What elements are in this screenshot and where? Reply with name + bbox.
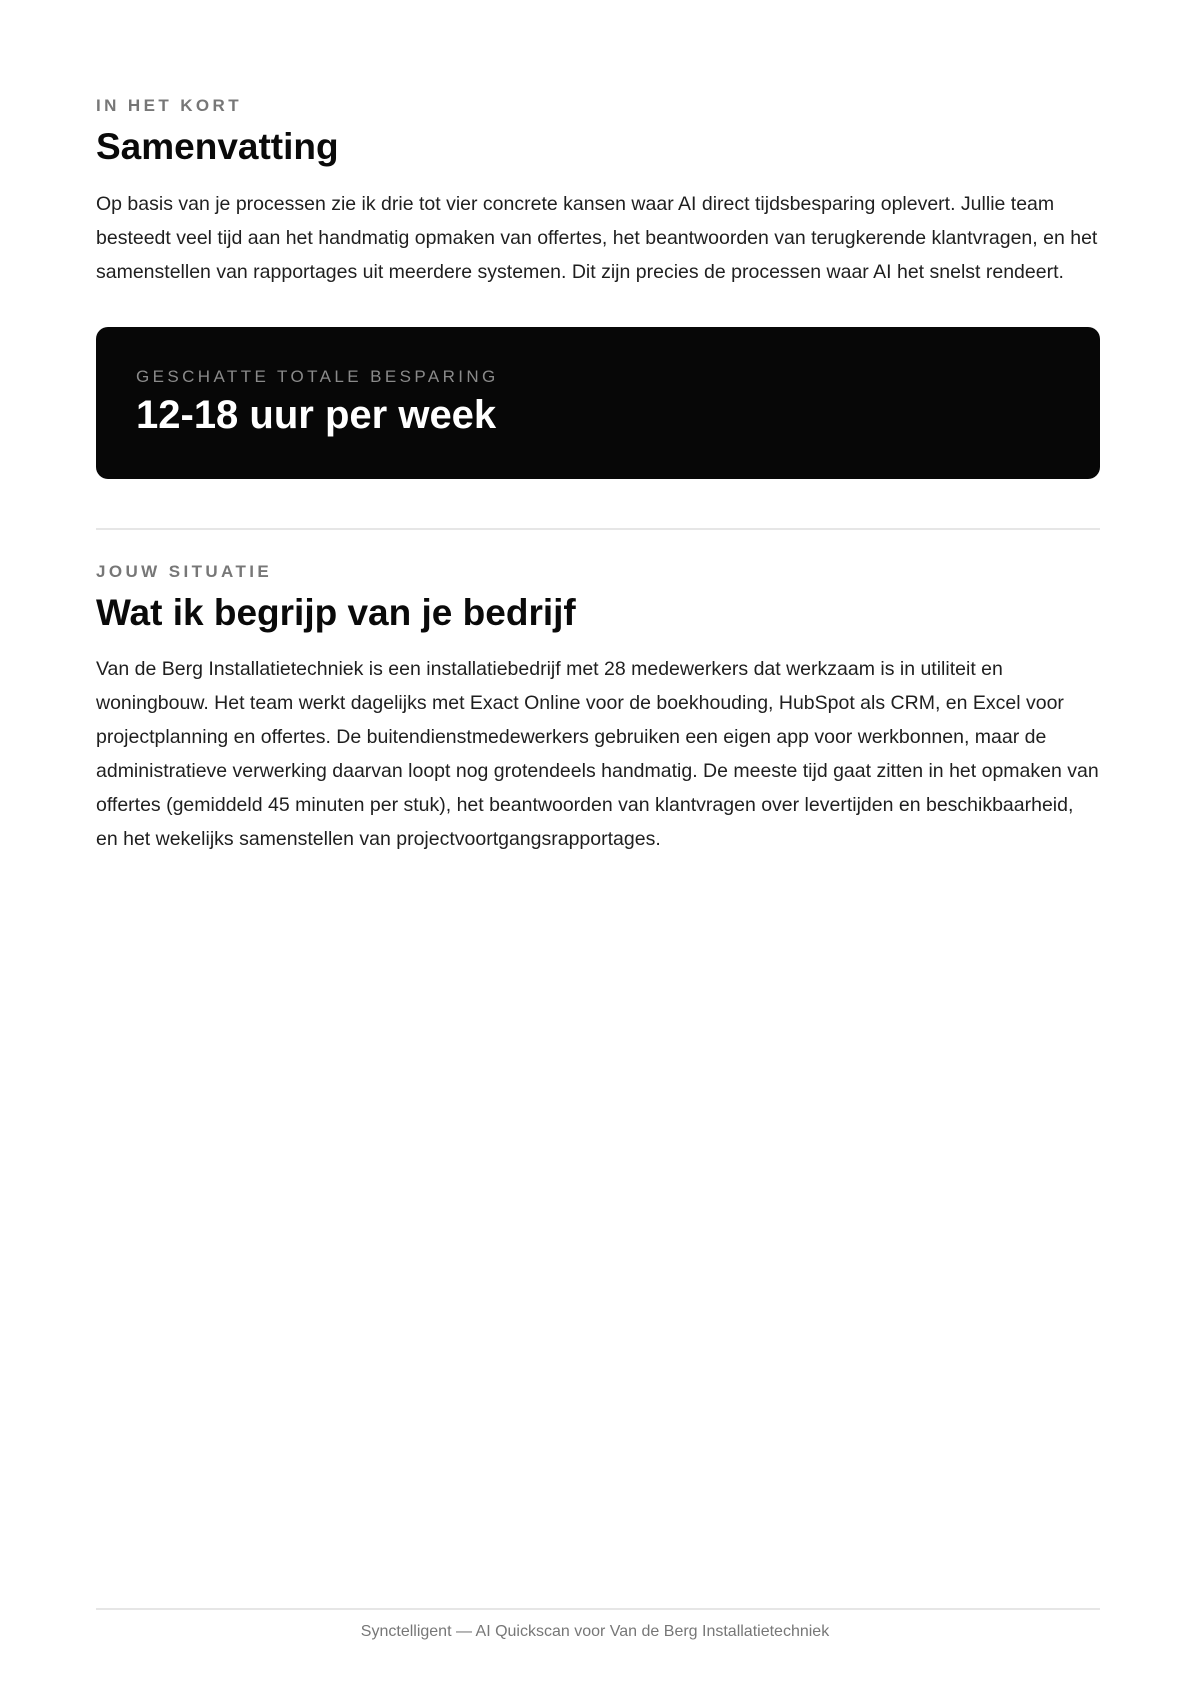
summary-body: Op basis van je processen zie ik drie tot vier concrete kansen waar AI direct tijdsbesparing oplevert. Jullie team besteedt veel tijd aan het handmatig opmaken van offertes, het beantwoorden van terugkerende klantvragen, en het samenstellen van rapportages uit meerdere systemen. Dit zijn precies de processen waar AI het snelst rendeert. xyxy=(96,193,1098,283)
savings-value: 12-18 uur per week xyxy=(136,393,497,437)
footer-text: Synctelligent — AI Quickscan voor Van de Berg Installatietechniek xyxy=(360,1623,830,1640)
section-divider xyxy=(96,528,1100,530)
footer-divider xyxy=(96,1608,1100,1610)
situation-eyebrow: JOUW SITUATIE xyxy=(96,562,273,581)
summary-eyebrow: IN HET KORT xyxy=(96,96,243,115)
summary-title: Samenvatting xyxy=(96,126,339,167)
savings-card xyxy=(96,327,1100,479)
savings-label: GESCHATTE TOTALE BESPARING xyxy=(136,367,499,386)
situation-title: Wat ik begrijp van je bedrijf xyxy=(96,592,576,633)
situation-body: Van de Berg Installatietechniek is een installatiebedrijf met 28 medewerkers dat werkzaam is in utiliteit en woningbouw. Het team werkt dagelijks met Exact Online voor de boekhouding, HubSpot als CRM, en Excel voor projectplanning en offertes. De buitendienstmedewerkers gebruiken een eigen app voor werkbonnen, maar de administratieve verwerking daarvan loopt nog grotendeels handmatig. De meeste tijd gaat zitten in het opmaken van offertes (gemiddeld 45 minuten per stuk), het beantwoorden van klantvragen over levertijden en beschikbaarheid, en het wekelijks samenstellen van projectvoortgangsrapportages. xyxy=(96,658,1099,850)
